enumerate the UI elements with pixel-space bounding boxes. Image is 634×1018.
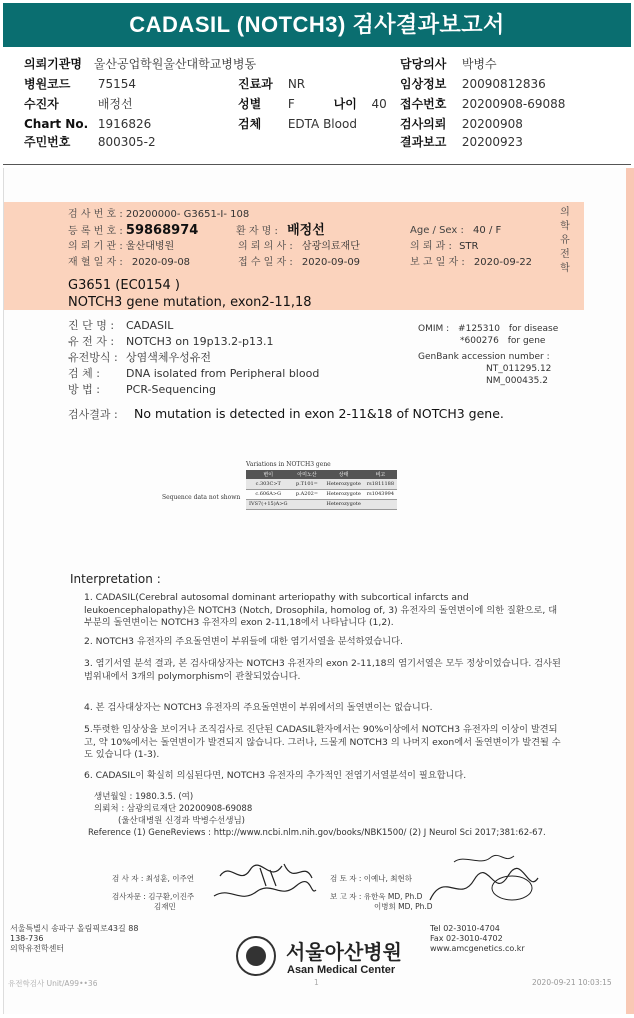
hospital-name-kr: 서울아산병원 (286, 940, 402, 964)
birth-date: 생년월일 : 1980.3.5. (여) (94, 792, 194, 802)
diagnosis-label: 진 단 명 : (68, 319, 115, 332)
request-label: 검사의뢰 (400, 117, 447, 131)
result-value: No mutation is detected in exon 2-11&18 of NOTCH3 gene. (134, 406, 504, 421)
inheritance-value: 상염색체우성유전 (126, 351, 212, 364)
variant-cell: rs1043994 (364, 489, 397, 499)
sex-label: 성별 (238, 97, 262, 111)
requester: 의뢰처 : 삼광의료재단 20200908-69088 (94, 804, 253, 814)
institution-label: 의뢰기관명 (24, 57, 82, 71)
gene-value: NOTCH3 on 19p13.2-p13.1 (126, 335, 274, 348)
exam-no (68, 208, 249, 222)
sex-row (238, 94, 387, 114)
receive-date-value: 2020-09-09 (301, 257, 361, 268)
receipt-value: 20200908-69088 (461, 97, 566, 111)
clinical-value: 20090812836 (461, 77, 546, 91)
clinical-row (400, 74, 546, 94)
footer-page: 1 (314, 978, 319, 987)
age-value: 40 (371, 97, 387, 111)
variant-cell: c.303C>T (246, 479, 290, 489)
contact-block (430, 924, 525, 954)
requester-detail: (울산대병원 신경과 박병수선생님) (118, 816, 245, 826)
hospital-code-label: 병원코드 (24, 77, 71, 91)
footer-unit: 유전학검사 Unit/A99••36 (8, 979, 98, 988)
method-value: PCR-Sequencing (126, 383, 216, 396)
specimen-row (238, 114, 357, 134)
variant-cell: IVS7(+15)A>G (246, 499, 290, 509)
consultant-extra: 김재민 (154, 902, 176, 911)
method (68, 382, 216, 397)
hospital-name-en: Asan Medical Center (287, 964, 396, 976)
omim-label: OMIM : (418, 324, 450, 334)
variants-caption: Variations in NOTCH3 gene (246, 461, 331, 468)
exam-no-label: 검 사 번 호 : (68, 209, 123, 220)
interpretation-item: 3. 염기서열 분석 결과, 본 검사대상자는 NOTCH3 유전자의 exon 2-11,18의 염기서열은 모두 정상이었습니다. 검사된 범위내에서 3개의 polymorphism이 관찰되었습니다. (84, 658, 561, 682)
consultant: 검사자문 : 김구환,이진주 (112, 892, 195, 901)
interpretation-item: 4. 본 검사대상자는 NOTCH3 유전자의 주요돌연변이 부위에서의 돌연변이는 없습니다. (84, 702, 433, 713)
side-label: 의학유전학 (560, 207, 570, 274)
examiner: 검 사 자 : 최성훈, 이주연 (112, 874, 195, 883)
institution-row (24, 54, 256, 74)
scan-edge-band (626, 168, 634, 1014)
result-label: 검사결과 : (68, 408, 118, 421)
report-date-label: 보 고 일 자 : (410, 257, 465, 268)
specimen-value: EDTA Blood (287, 117, 357, 131)
hospital-code-value: 75154 (97, 77, 137, 91)
center-name: 의학유전학센터 (10, 944, 65, 953)
req-org-label: 의 뢰 기 관 : (68, 241, 123, 252)
receipt-label: 접수번호 (400, 97, 447, 111)
variant-cell: p.A202= (290, 489, 323, 499)
method-label: 방 법 : (68, 383, 100, 396)
header-divider (3, 164, 631, 165)
recheck-date-label: 재 혈 일 자 : (68, 257, 123, 268)
genbank-nt: NT_011295.12 (486, 364, 552, 374)
specimen-info-label: 검 체 : (68, 367, 100, 380)
specimen-info-value: DNA isolated from Peripheral blood (126, 367, 320, 380)
doctor-value: 박병수 (461, 57, 497, 71)
variants-header: 상태 (323, 470, 363, 479)
interpretation-item: 5.뚜렷한 임상상을 보이거나 조직검사로 진단된 CADASIL환자에서는 90%이상에서 NOTCH3 유전자의 이상이 발견되고, 약 10%에서는 돌연변이가 발견되지 않습니다. 그러나, 드물게 NOTCH3 의 나머지 exon에서 돌연변이가 발견될 수도 있습니다 (1-3). (84, 724, 561, 760)
variants-header-row (246, 470, 397, 479)
omim-gene (460, 334, 545, 349)
age-sex-label: Age / Sex : (410, 225, 464, 236)
sex-value: F (287, 97, 295, 111)
variants-table (246, 470, 397, 510)
chart-row (24, 114, 151, 134)
req-org-value: 울산대병원 (125, 241, 175, 252)
age-sex (410, 224, 501, 238)
diagnosis (68, 318, 173, 333)
variant-cell: Heterozygote (323, 489, 363, 499)
request-row (400, 114, 523, 134)
asan-foundation-logo (236, 936, 276, 976)
scan-patient-value: 배정선 (287, 223, 325, 238)
omim-disease-value: #125310 (458, 324, 500, 334)
variant-row (246, 489, 397, 499)
variant-cell: p.T101= (290, 479, 323, 489)
receive-date (238, 256, 360, 270)
interpretation-item: 1. CADASIL(Cerebral autosomal dominant arteriopathy with subcortical infarcts and leukoencephalopathy)은 NOTCH3 (Notch, Drosophila, homolog of, 3) 유전자의 돌연변이에 의한 질환으로, 대부분의 돌연변이는 NOTCH3 유전자의 exon 2-11,18에서 나타납니다 (1,2). (84, 592, 558, 628)
reg-no-label: 등 록 번 호 : (68, 226, 123, 237)
interpretation-item: 2. NOTCH3 유전자의 주요돌연변이 부위들에 대한 염기서열을 분석하였습니다. (84, 636, 403, 647)
report-row (400, 132, 523, 152)
reference: Reference (1) GeneReviews : http://www.ncbi.nlm.nih.gov/books/NBK1500/ (2) J Neurol Sci 2017;381:62-67. (88, 828, 546, 838)
variant-cell: c.606A>G (246, 489, 290, 499)
request-value: 20200908 (461, 117, 523, 131)
variant-cell (290, 499, 323, 509)
reg-no (68, 224, 198, 239)
patient-row (24, 94, 133, 114)
postal-code: 138-736 (10, 934, 44, 943)
age-label: 나이 (333, 97, 357, 111)
reviewer: 검 토 자 : 이예나, 최현하 (330, 874, 413, 883)
address-line: 서울특별시 송파구 올림픽로43길 88 (10, 924, 139, 933)
footer-timestamp: 2020-09-21 10:03:15 (532, 978, 612, 987)
patient-value: 배정선 (97, 97, 133, 111)
clinical-label: 임상정보 (400, 77, 447, 91)
recheck-date (68, 256, 190, 270)
scan-patient (236, 224, 325, 239)
dept-label: 진료과 (238, 77, 273, 91)
report-date-value: 2020-09-22 (473, 257, 533, 268)
specimen-label: 검체 (238, 117, 262, 131)
req-dept-label: 의 뢰 과 : (410, 241, 452, 252)
variant-cell: Heterozygote (323, 499, 363, 509)
address-block (10, 924, 138, 954)
req-doc (238, 240, 360, 254)
test-name: NOTCH3 gene mutation, exon2-11,18 (68, 295, 312, 310)
req-dept (410, 240, 478, 254)
reporter: 보 고 자 : 유한욱 MD, Ph.D (330, 892, 423, 901)
chart-label: Chart No. (24, 117, 89, 131)
dept-value: NR (287, 77, 306, 91)
report-label: 결과보고 (400, 135, 447, 149)
receive-date-label: 접 수 일 자 : (238, 257, 293, 268)
req-dept-value: STR (459, 241, 479, 252)
variant-cell: rs1811188 (364, 479, 397, 489)
doctor-row (400, 54, 497, 74)
recheck-date-value: 2020-09-08 (131, 257, 191, 268)
specimen-info (68, 366, 319, 381)
gene (68, 334, 274, 349)
dept-row (238, 74, 305, 94)
institution-value: 울산공업학원울산대학교병병동 (93, 57, 257, 71)
rrn-label: 주민번호 (24, 135, 71, 149)
variant-row (246, 479, 397, 489)
receipt-row (400, 94, 565, 114)
genbank-nm: NM_000435.2 (486, 376, 548, 386)
age-sex-value: 40 / F (473, 225, 502, 236)
omim-disease-note: for disease (508, 324, 559, 334)
variant-row (246, 499, 397, 509)
variants-header: 아미노산 (290, 470, 323, 479)
fax: Fax 02-3010-4702 (430, 934, 503, 943)
chart-value: 1916826 (97, 117, 152, 131)
inheritance-label: 유전방식 : (68, 351, 118, 364)
req-org (68, 240, 174, 254)
scanned-report (3, 168, 631, 1014)
report-value: 20200923 (461, 135, 523, 149)
reporter-signature (424, 850, 544, 908)
report-title: CADASIL (NOTCH3) 검사결과보고서 (3, 3, 631, 47)
req-doc-label: 의 뢰 의 사 : (238, 241, 293, 252)
omim-gene-value: *600276 (460, 336, 499, 346)
variants-header: 변이 (246, 470, 290, 479)
reporter-extra: 이병희 MD, Ph.D (374, 902, 433, 911)
result (68, 406, 504, 422)
no-sequence-note: Sequence data not shown (162, 494, 241, 501)
report-date (410, 256, 532, 270)
tel: Tel 02-3010-4704 (430, 924, 500, 933)
examiner-signature (210, 856, 320, 908)
reg-no-value: 59868974 (125, 223, 199, 238)
scan-patient-label: 환 자 명 : (236, 226, 278, 237)
gene-label: 유 전 자 : (68, 335, 115, 348)
interpretation-item: 6. CADASIL이 확실히 의심된다면, NOTCH3 유전자의 추가적인 전염기서열분석이 필요합니다. (84, 770, 467, 781)
variant-cell: Heterozygote (323, 479, 363, 489)
diagnosis-value: CADASIL (126, 319, 174, 332)
website: www.amcgenetics.co.kr (430, 944, 525, 953)
exam-no-value: 20200000- G3651-I- 108 (125, 209, 250, 220)
test-code: G3651 (EC0154 ) (68, 278, 180, 293)
doctor-label: 담당의사 (400, 57, 447, 71)
hospital-code-row (24, 74, 136, 94)
omim-gene-note: for gene (507, 336, 546, 346)
rrn-value: 800305-2 (97, 135, 156, 149)
patient-label: 수진자 (24, 97, 59, 111)
genbank-label: GenBank accession number : (418, 352, 550, 362)
rrn-row (24, 132, 156, 152)
inheritance (68, 350, 211, 365)
variant-cell (364, 499, 397, 509)
interpretation-title: Interpretation : (70, 572, 161, 586)
req-doc-value: 삼광의료재단 (301, 241, 360, 252)
variants-header: 비고 (364, 470, 397, 479)
